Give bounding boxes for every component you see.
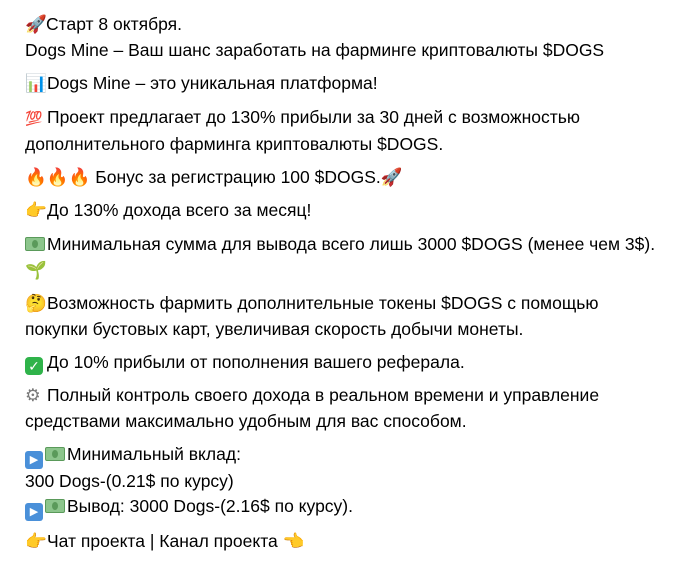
fire-icon: 🔥 [68, 167, 91, 187]
control-text-line1: Полный контроль своего дохода в реальном времени и управление [47, 385, 600, 405]
link-separator: | [149, 531, 155, 551]
hundred-points-icon: 💯 [25, 111, 43, 127]
backhand-index-pointing-right-icon: 👉 [25, 201, 47, 221]
backhand-index-pointing-right-icon: 👉 [25, 532, 47, 552]
rocket-icon: 🚀 [380, 167, 403, 187]
paragraph-bonus [25, 165, 675, 190]
withdraw-text: Вывод: 3000 Dogs-(2.16$ по курсу). [67, 496, 353, 516]
play-button-icon: ▶ [25, 503, 43, 521]
paragraph-referral [25, 350, 675, 375]
paragraph-profit [25, 105, 675, 157]
thinking-face-icon: 🤔 [25, 294, 47, 314]
project-chat-link[interactable]: Чат проекта [47, 531, 145, 551]
boost-text-line1: Возможность фармить дополнительные токены $DOGS с помощью [47, 293, 599, 313]
dollar-banknote-icon [45, 499, 65, 513]
paragraph-start [25, 12, 675, 63]
income-text: До 130% дохода всего за месяц! [47, 200, 312, 220]
paragraph-platform [25, 71, 675, 97]
paragraph-links [25, 529, 675, 555]
profit-text-line2: дополнительного фарминга криптовалюты $DOGS. [25, 134, 444, 154]
paragraph-income [25, 198, 675, 224]
check-mark-button-icon: ✓ [25, 357, 43, 375]
withdraw-min-text: Минимальная сумма для вывода всего лишь 3000 $DOGS (менее чем 3$). [47, 234, 656, 254]
paragraph-deposit [25, 442, 675, 521]
min-deposit-label: Минимальный вклад: [67, 444, 241, 464]
play-button-icon: ▶ [25, 451, 43, 469]
start-line [25, 12, 675, 38]
dollar-banknote-icon [25, 233, 47, 258]
boost-text-line2: покупки бустовых карт, увеличивая скорость добычи монеты. [25, 319, 524, 339]
bonus-text: Бонус за регистрацию 100 $DOGS. [95, 167, 381, 187]
backhand-index-pointing-left-icon: 👈 [282, 531, 305, 551]
paragraph-withdraw-min [25, 232, 675, 283]
dollar-banknote-icon [45, 447, 65, 461]
headline-text: Dogs Mine – Ваш шанс заработать на фарминге криптовалюты $DOGS [25, 40, 605, 60]
referral-text: До 10% прибыли от пополнения вашего реферала. [47, 352, 465, 372]
fire-icon: 🔥 [46, 167, 69, 187]
gear-icon: ⚙ [25, 386, 41, 406]
control-text-line2: средствами максимально удобным для вас способом. [25, 411, 467, 431]
fire-icon: 🔥 [25, 167, 47, 187]
start-date-text: Старт 8 октября. [46, 14, 182, 34]
paragraph-boost [25, 291, 675, 342]
paragraph-control [25, 383, 675, 434]
min-deposit-value: 300 Dogs-(0.21$ по курсу) [25, 471, 234, 491]
platform-text: Dogs Mine – это уникальная платформа! [47, 73, 378, 93]
project-channel-link[interactable]: Канал проекта [159, 531, 278, 551]
seedling-icon: 🌱 [25, 260, 47, 280]
rocket-icon: 🚀 [25, 15, 47, 35]
bar-chart-icon: 📊 [25, 74, 47, 94]
profit-text-line1: Проект предлагает до 130% прибыли за 30 дней с возможностью [47, 107, 580, 127]
